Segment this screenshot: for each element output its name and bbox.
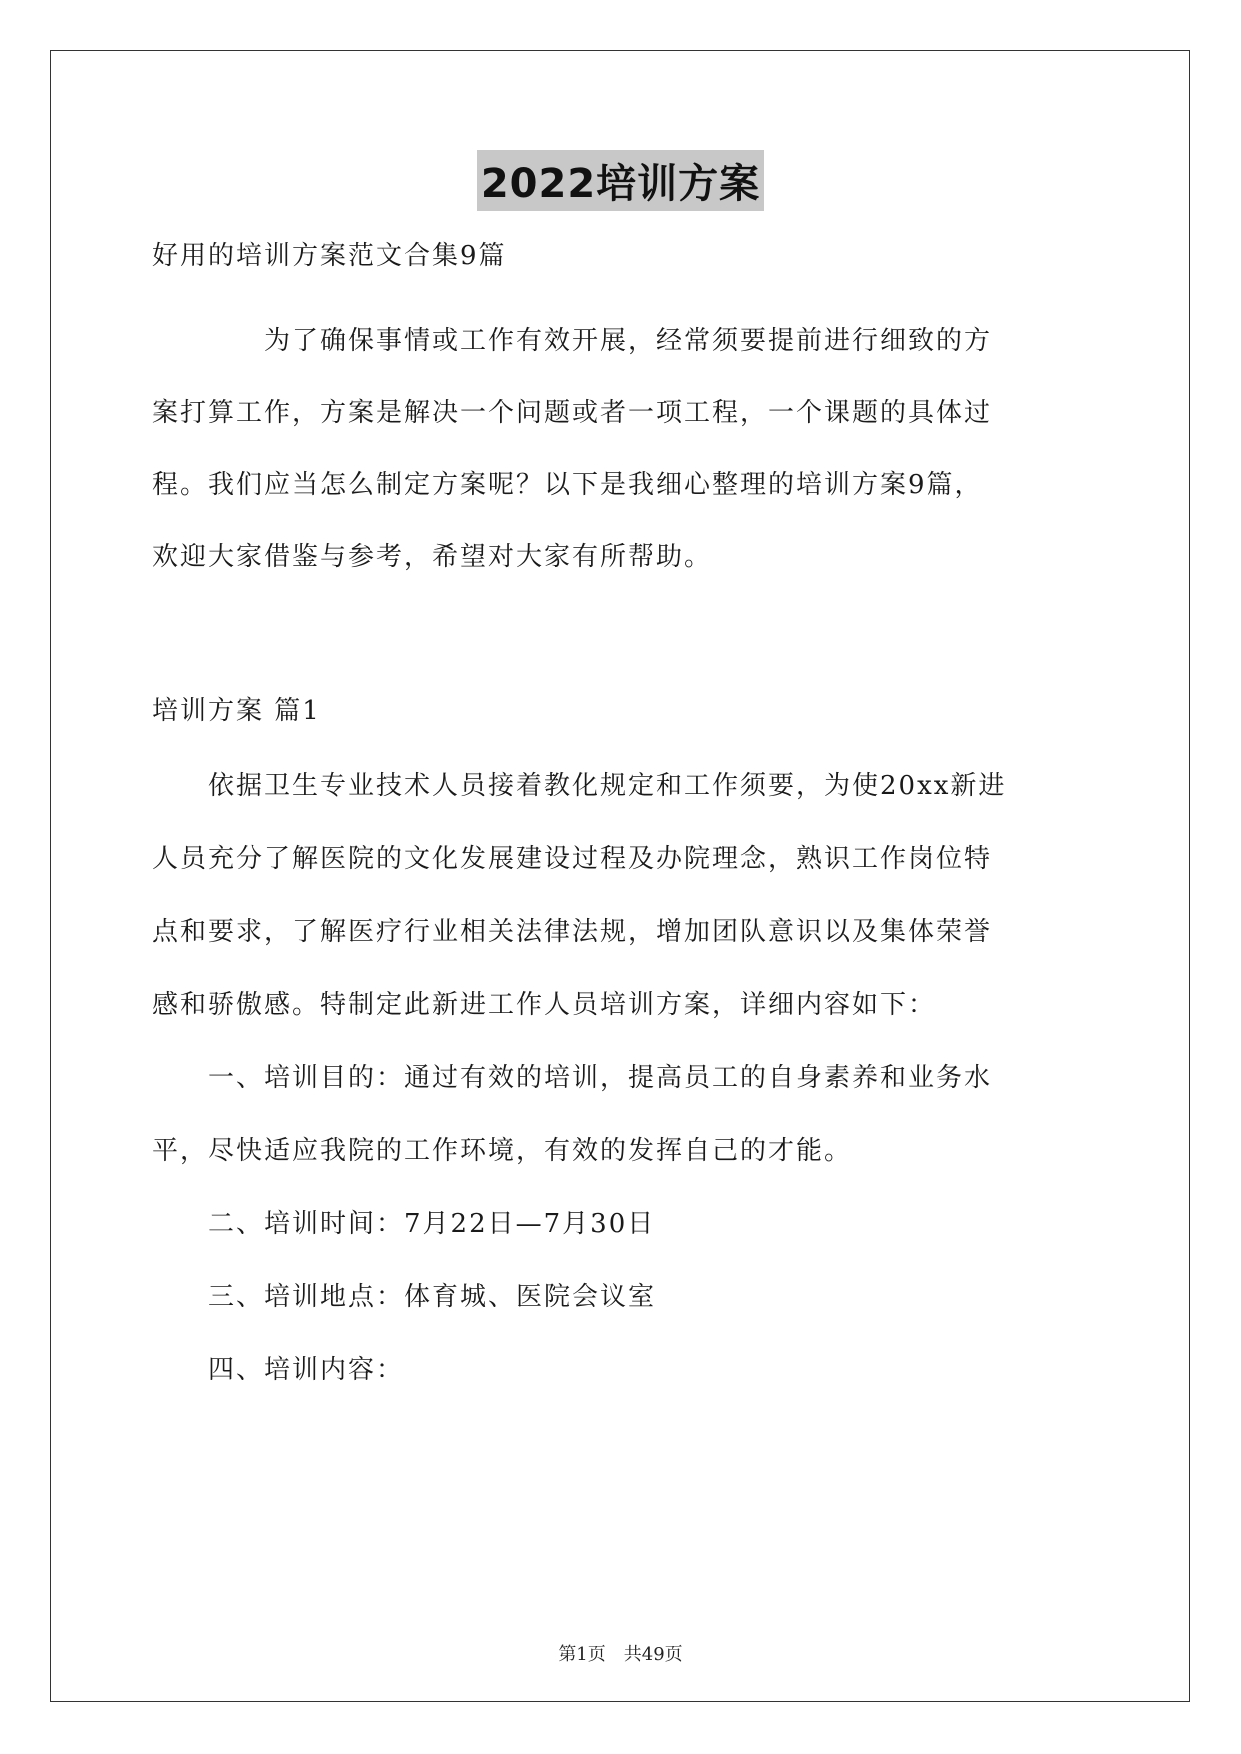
intro-line-2: 案打算工作，方案是解决一个问题或者一项工程，一个课题的具体过 xyxy=(152,398,993,428)
body-line-5: 一、培训目的：通过有效的培训，提高员工的自身素养和业务水 xyxy=(208,1063,993,1093)
page-border xyxy=(50,50,1190,1702)
subtitle: 好用的培训方案范文合集9篇 xyxy=(152,241,507,271)
body-line-9: 四、培训内容： xyxy=(208,1355,405,1385)
section-heading: 培训方案 篇1 xyxy=(152,696,321,726)
intro-line-4: 欢迎大家借鉴与参考，希望对大家有所帮助。 xyxy=(152,542,713,572)
body-line-7: 二、培训时间：7月22日—7月30日 xyxy=(208,1209,656,1239)
body-line-3: 点和要求，了解医疗行业相关法律法规，增加团队意识以及集体荣誉 xyxy=(152,917,993,947)
body-line-4: 感和骄傲感。特制定此新进工作人员培训方案，详细内容如下： xyxy=(152,990,937,1020)
intro-line-1: 为了确保事情或工作有效开展，经常须要提前进行细致的方 xyxy=(264,326,993,356)
document-title: 2022培训方案 xyxy=(477,150,764,211)
body-line-6: 平，尽快适应我院的工作环境，有效的发挥自己的才能。 xyxy=(152,1136,853,1166)
body-line-2: 人员充分了解医院的文化发展建设过程及办院理念，熟识工作岗位特 xyxy=(152,844,993,874)
body-line-8: 三、培训地点：体育城、医院会议室 xyxy=(208,1282,657,1312)
intro-line-3: 程。我们应当怎么制定方案呢？以下是我细心整理的培训方案9篇， xyxy=(152,470,983,500)
page-footer: 第1页 共49页 xyxy=(558,1644,683,1665)
title-container xyxy=(0,150,1241,211)
body-line-1: 依据卫生专业技术人员接着教化规定和工作须要，为使20xx新进 xyxy=(208,771,1007,801)
